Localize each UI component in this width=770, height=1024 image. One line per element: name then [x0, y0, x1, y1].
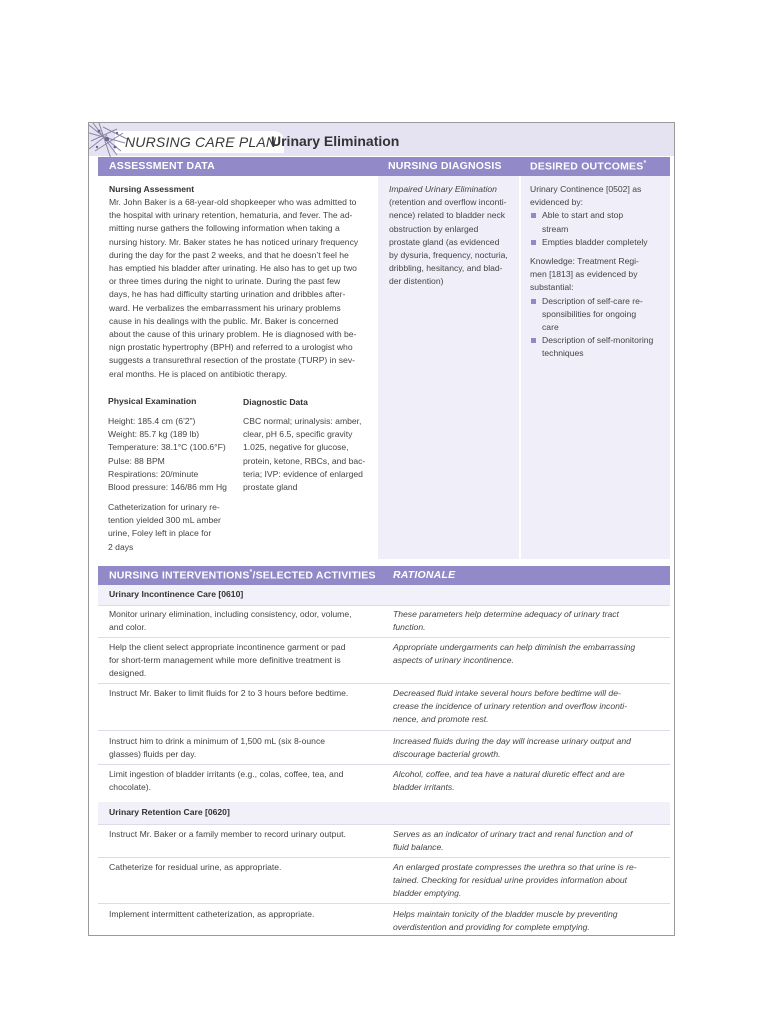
leaf-ornament-icon — [88, 122, 129, 161]
plan-label: NURSING CARE PLAN — [125, 134, 277, 150]
incontinence-care-heading: Urinary Incontinence Care [0610] — [109, 589, 244, 599]
table-row: Implement intermittent catheterization, as appropriate. — [109, 909, 315, 919]
table-row: Instruct Mr. Baker or a family member to record urinary output. — [109, 829, 346, 839]
table-row: Monitor urinary elimination, including consistency, odor, volume, and color. — [109, 609, 352, 633]
rationale-cell: Decreased fluid intake several hours before bedtime will de- crease the incidence of urinary retention and overflow inconti- nence, and promote rest. — [393, 688, 628, 725]
rationale-column-header: RATIONALE — [393, 569, 456, 581]
outcomes-column-divider — [519, 176, 521, 559]
outcomes-column-header: DESIRED OUTCOMES* — [530, 160, 647, 173]
rationale-cell: Helps maintain tonicity of the bladder muscle by preventing overdistention and providing for complete emptying. — [393, 909, 618, 933]
rationale-cell: Appropriate undergarments can help diminish the embarrassing aspects of urinary incontinence. — [393, 642, 636, 666]
interventions-header-row — [98, 566, 670, 585]
assessment-column-header: ASSESSMENT DATA — [109, 160, 215, 172]
list-item: Able to start and stop stream — [530, 209, 668, 235]
list-item: Description of self-monitoring techniques — [530, 334, 668, 360]
desired-outcomes-text: Urinary Continence [0502] as evidenced by: Able to start and stop stream Empties bladder completely Knowledge: Treatment Regi- men [1813] as evidenced by substantial: Description of self-care re- sponsibilities for ongoing care Description of self-monitoring techniques — [530, 183, 668, 361]
diagnosis-title: Impaired Urinary Elimination — [389, 184, 497, 194]
table-row: Instruct Mr. Baker to limit fluids for 2 to 3 hours before bedtime. — [109, 688, 349, 698]
retention-care-heading: Urinary Retention Care [0620] — [109, 807, 230, 817]
rationale-cell: Increased fluids during the day will increase urinary output and discourage bacterial growth. — [393, 736, 631, 760]
physical-exam-values: Height: 185.4 cm (6’2”) Weight: 85.7 kg (189 lb) Temperature: 38.1°C (100.6°F) Pulse: 88 BPM Respirations: 20/minute Blood pressure: 146/86 mm Hg — [108, 416, 227, 493]
table-row: Instruct him to drink a minimum of 1,500 mL (six 8-ounce glasses) fluids per day. — [109, 736, 326, 760]
list-item: Empties bladder completely — [530, 236, 668, 249]
care-plan-page — [88, 122, 675, 936]
title-tab — [115, 131, 284, 153]
rationale-cell: These parameters help determine adequacy of urinary tract function. — [393, 609, 619, 633]
rationale-cell: Serves as an indicator of urinary tract and renal function and of fluid balance. — [393, 829, 633, 853]
nursing-assessment-heading: Nursing Assessment — [109, 184, 195, 194]
physical-exam-heading: Physical Examination — [108, 396, 197, 406]
catheterization-note: Catheterization for urinary re- tention yielded 300 mL amber urine, Foley left in place for 2 days — [108, 502, 221, 552]
assessment-narrative: Mr. John Baker is a 68-year-old shopkeeper who was admitted to the hospital with urinary retention, hematuria, and fever. The ad- mitting nurse gathers the following information when taking a nursing history. Mr. Baker states he has noticed urinary frequency during the day for the past 2 weeks, and that he doesn’t feel he has emptied his bladder after urinating. He also has to get up two or three times during the night to urinate. During the past few days, he has had difficulty starting urination and dribbles after- ward. He verbalizes the embarrassment his urinary problems cause in his dealings with the public. Mr. Baker is concerned about the cause of this urinary problem. He is diagnosed with be- nign prostatic hypertrophy (BPH) and referred to a urologist who suggests a transurethral resection of the prostate (TURP) in sev- eral months. He is placed on antibiotic therapy. — [109, 197, 359, 379]
rationale-cell: Alcohol, coffee, and tea have a natural diuretic effect and are bladder irritants. — [393, 769, 625, 793]
diagnosis-column-header: NURSING DIAGNOSIS — [388, 160, 502, 172]
title-bar — [89, 123, 674, 156]
list-item: Description of self-care re- sponsibilities for ongoing care — [530, 295, 668, 335]
table-row: Limit ingestion of bladder irritants (e.g., colas, coffee, tea, and chocolate). — [109, 769, 344, 793]
continence-outcome-list — [530, 209, 668, 249]
assessment-header-row — [98, 157, 670, 176]
diagnostic-data-values: CBC normal; urinalysis: amber, clear, pH 6.5, specific gravity 1.025, negative for glucose, protein, ketone, RBCs, and bac- teria; IVP: evidence of enlarged prostate gland — [243, 416, 366, 493]
table-row: Catheterize for residual urine, as appropriate. — [109, 862, 282, 872]
plan-topic: Urinary Elimination — [271, 133, 400, 149]
diagnostic-data-heading: Diagnostic Data — [243, 397, 308, 407]
nursing-diagnosis-text: Impaired Urinary Elimination (retention and overflow inconti- nence) related to bladder neck obstruction by enlarged prostate gland (as evidenced by dysuria, frequency, nocturia, dribbling, hesitancy, and blad- der distention) — [389, 183, 517, 289]
knowledge-outcome-list — [530, 295, 668, 361]
interventions-column-header: NURSING INTERVENTIONS*/SELECTED ACTIVITIES — [109, 569, 376, 582]
rationale-cell: An enlarged prostate compresses the urethra so that urine is re- tained. Checking for residual urine provides information about bladder emptying. — [393, 862, 637, 899]
table-row: Help the client select appropriate incontinence garment or pad for short-term management while more definitive treatment is designed. — [109, 642, 346, 679]
